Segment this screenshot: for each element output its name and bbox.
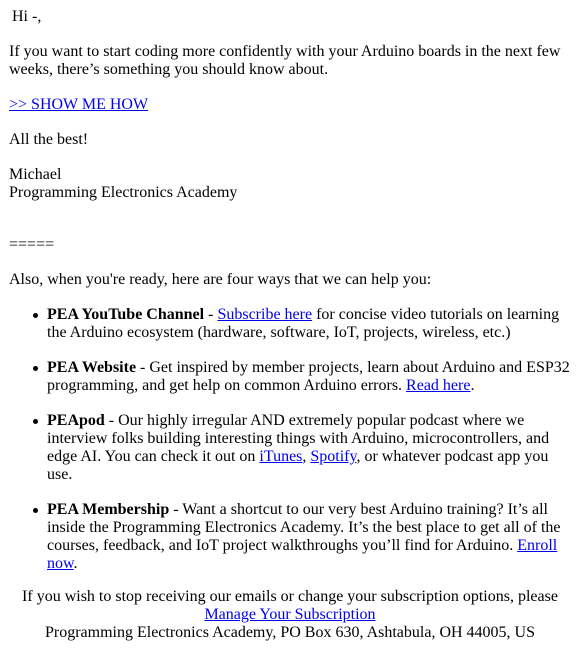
item-text: - Get inspired by member projects, learn about Arduino and ESP32 programming, and get help on common Arduino errors. <box>47 359 570 394</box>
show-me-how-link[interactable]: >> SHOW ME HOW <box>9 96 149 113</box>
item-text: - Our highly irregular AND extremely popular podcast where we interview folks building interesting things with Arduino, microcontrollers, and edge AI. You can check it out on <box>47 412 550 465</box>
signoff: All the best! <box>9 131 89 148</box>
item-text: . <box>73 555 78 572</box>
item-title: PEA Membership <box>47 501 170 518</box>
item-title: PEA YouTube Channel <box>47 306 205 323</box>
list-item-youtube <box>47 306 571 342</box>
item-title: PEApod <box>47 412 105 429</box>
item-text: - Want a shortcut to our very best Arduino training? It’s all inside the Programming Electronics Academy. It’s the best place to get all of the courses, feedback, and IoT project walkthroughs you’ll find for Arduino. <box>47 501 561 554</box>
item-text: , <box>302 448 311 465</box>
item-text: , or whatever podcast app you use. <box>47 448 549 483</box>
item-text: for concise video tutorials on learning the Arduino ecosystem (hardware, software, IoT, projects, wireless, etc.) <box>47 306 560 341</box>
footer-manage-line <box>0 606 580 624</box>
footer <box>0 588 580 642</box>
item-title: PEA Website <box>47 359 137 376</box>
list-item-membership <box>47 501 571 573</box>
item-text: - <box>204 306 218 323</box>
help-list <box>9 306 571 573</box>
cta-paragraph <box>9 96 571 114</box>
itunes-link[interactable]: iTunes <box>259 448 303 465</box>
email-body <box>9 8 571 590</box>
greeting: Hi -, <box>12 8 42 25</box>
footer-address: Programming Electronics Academy, PO Box 630, Ashtabula, OH 44005, US <box>44 624 536 641</box>
list-item-podcast <box>47 412 571 484</box>
signature <box>9 166 571 202</box>
footer-notice: If you wish to stop receiving our emails or change your subscription options, please <box>22 588 558 605</box>
intro-paragraph: If you want to start coding more confidently with your Arduino boards in the next few weeks, there’s something you should know about. <box>9 43 561 78</box>
signature-name: Michael <box>9 166 62 183</box>
read-here-link[interactable]: Read here <box>406 377 471 394</box>
enroll-now-link[interactable]: Enroll now <box>47 537 558 572</box>
subscribe-here-link[interactable]: Subscribe here <box>217 306 313 323</box>
manage-subscription-link[interactable]: Manage Your Subscription <box>204 606 376 623</box>
list-item-website <box>47 359 571 395</box>
help-intro: Also, when you're ready, here are four ways that we can help you: <box>9 271 432 288</box>
item-text: . <box>470 377 475 394</box>
spotify-link[interactable]: Spotify <box>310 448 357 465</box>
signature-org: Programming Electronics Academy <box>9 184 238 201</box>
separator: ===== <box>9 236 55 253</box>
